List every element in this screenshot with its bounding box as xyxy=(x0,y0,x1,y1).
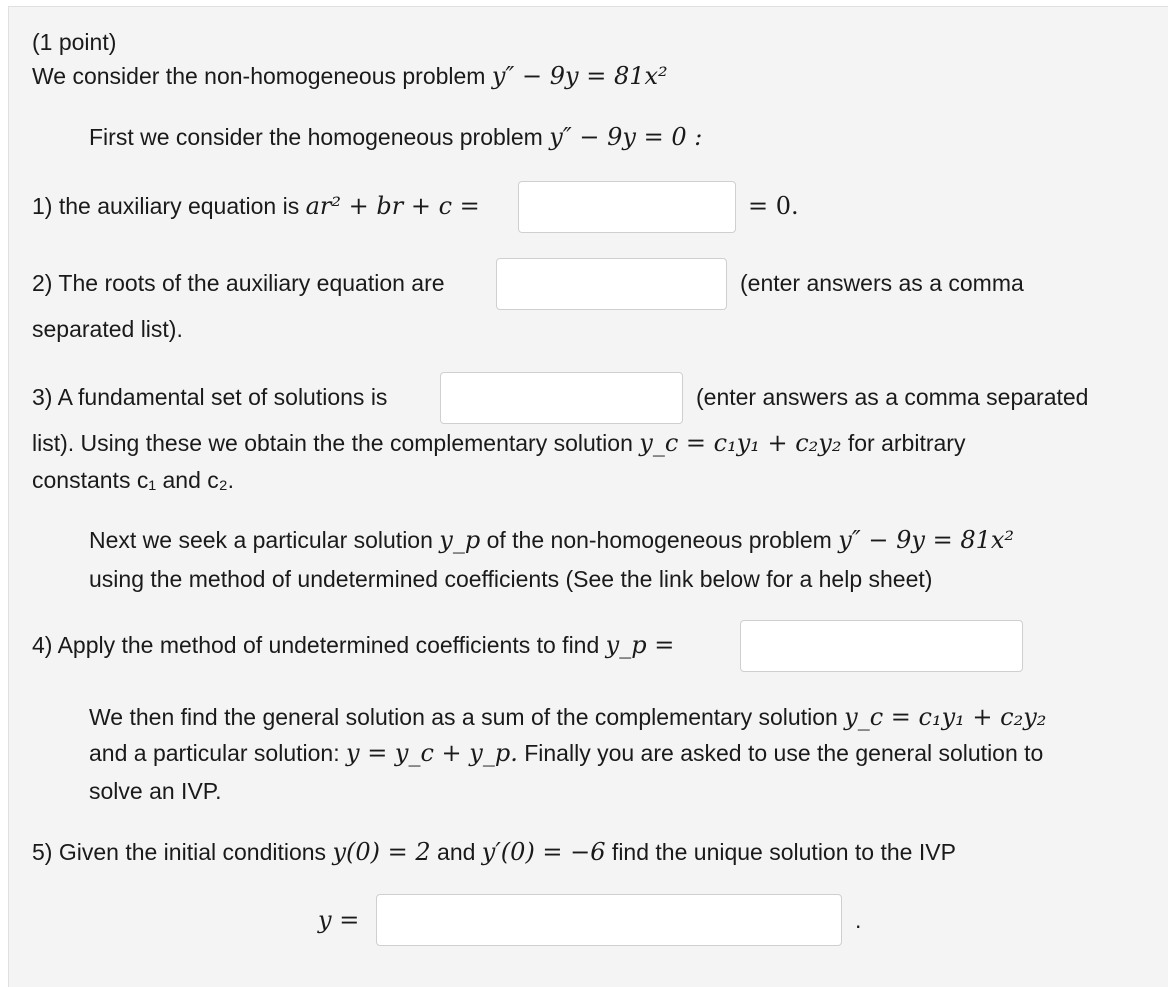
roots-input[interactable] xyxy=(496,258,727,310)
general-line2 xyxy=(89,739,1043,767)
q5-mid: and xyxy=(430,839,482,865)
ivp-answer-label: y = xyxy=(318,906,360,934)
general-text-1: We then find the general solution as a sum of the complementary solution xyxy=(89,704,845,730)
initial-condition-2: y′(0) = −6 xyxy=(481,838,606,866)
intro-text: We consider the non-homogeneous problem xyxy=(32,63,492,89)
auxiliary-equation-input[interactable] xyxy=(518,181,736,233)
q3-line2-end: for arbitrary xyxy=(841,430,966,456)
q2-hint-cont: separated list). xyxy=(32,316,183,342)
fundamental-set-input[interactable] xyxy=(440,372,683,424)
q5-line xyxy=(32,838,956,866)
q1-suffix: = 0. xyxy=(748,192,799,220)
q3-line2-text: list). Using these we obtain the the complementary solution xyxy=(32,430,640,456)
q2-prefix: 2) The roots of the auxiliary equation are xyxy=(32,270,445,296)
general-text-2a: and a particular solution: xyxy=(89,740,346,766)
q3-line2 xyxy=(32,429,965,457)
particular-line1 xyxy=(89,526,1014,554)
q3-prefix: 3) A fundamental set of solutions is xyxy=(32,384,388,410)
q3-hint: (enter answers as a comma separated xyxy=(696,384,1089,410)
q2-hint: (enter answers as a comma xyxy=(740,270,1024,296)
q1-prefix: 1) the auxiliary equation is xyxy=(32,193,306,219)
particular-line2: using the method of undetermined coefficients (See the link below for a help sheet) xyxy=(89,566,933,592)
homogeneous-equation: y″ − 9y = 0 : xyxy=(549,123,703,151)
ivp-solution-input[interactable] xyxy=(376,894,842,946)
general-line3: solve an IVP. xyxy=(89,778,222,804)
points-label: (1 point) xyxy=(32,29,117,55)
homogeneous-line xyxy=(89,123,702,151)
general-text-2b: Finally you are asked to use the general solution to xyxy=(517,740,1044,766)
q1-line xyxy=(32,192,480,220)
q5-suffix: find the unique solution to the IVP xyxy=(605,839,956,865)
intro-equation: y″ − 9y = 81x² xyxy=(491,62,668,90)
particular-yp: y_p xyxy=(439,526,481,554)
ivp-period: . xyxy=(855,907,862,933)
initial-condition-1: y(0) = 2 xyxy=(332,838,431,866)
q1-equation: ar² + br + c = xyxy=(305,192,480,220)
general-line1 xyxy=(89,703,1046,731)
q4-line xyxy=(32,631,674,659)
particular-equation: y″ − 9y = 81x² xyxy=(838,526,1015,554)
particular-text-a: Next we seek a particular solution xyxy=(89,527,440,553)
complementary-solution-eq: y_c = c₁y₁ + c₂y₂ xyxy=(639,429,842,457)
q4-prefix: 4) Apply the method of undetermined coefficients to find xyxy=(32,632,606,658)
intro-line xyxy=(32,62,668,90)
q4-equation: y_p = xyxy=(605,631,675,659)
homogeneous-text: First we consider the homogeneous problem xyxy=(89,124,550,150)
general-solution-eq: y = y_c + y_p. xyxy=(346,739,518,767)
general-complementary-eq: y_c = c₁y₁ + c₂y₂ xyxy=(844,703,1047,731)
particular-solution-input[interactable] xyxy=(740,620,1023,672)
q3-line3: constants c₁ and c₂. xyxy=(32,467,235,493)
q5-prefix: 5) Given the initial conditions xyxy=(32,839,333,865)
particular-text-b: of the non-homogeneous problem xyxy=(480,527,839,553)
